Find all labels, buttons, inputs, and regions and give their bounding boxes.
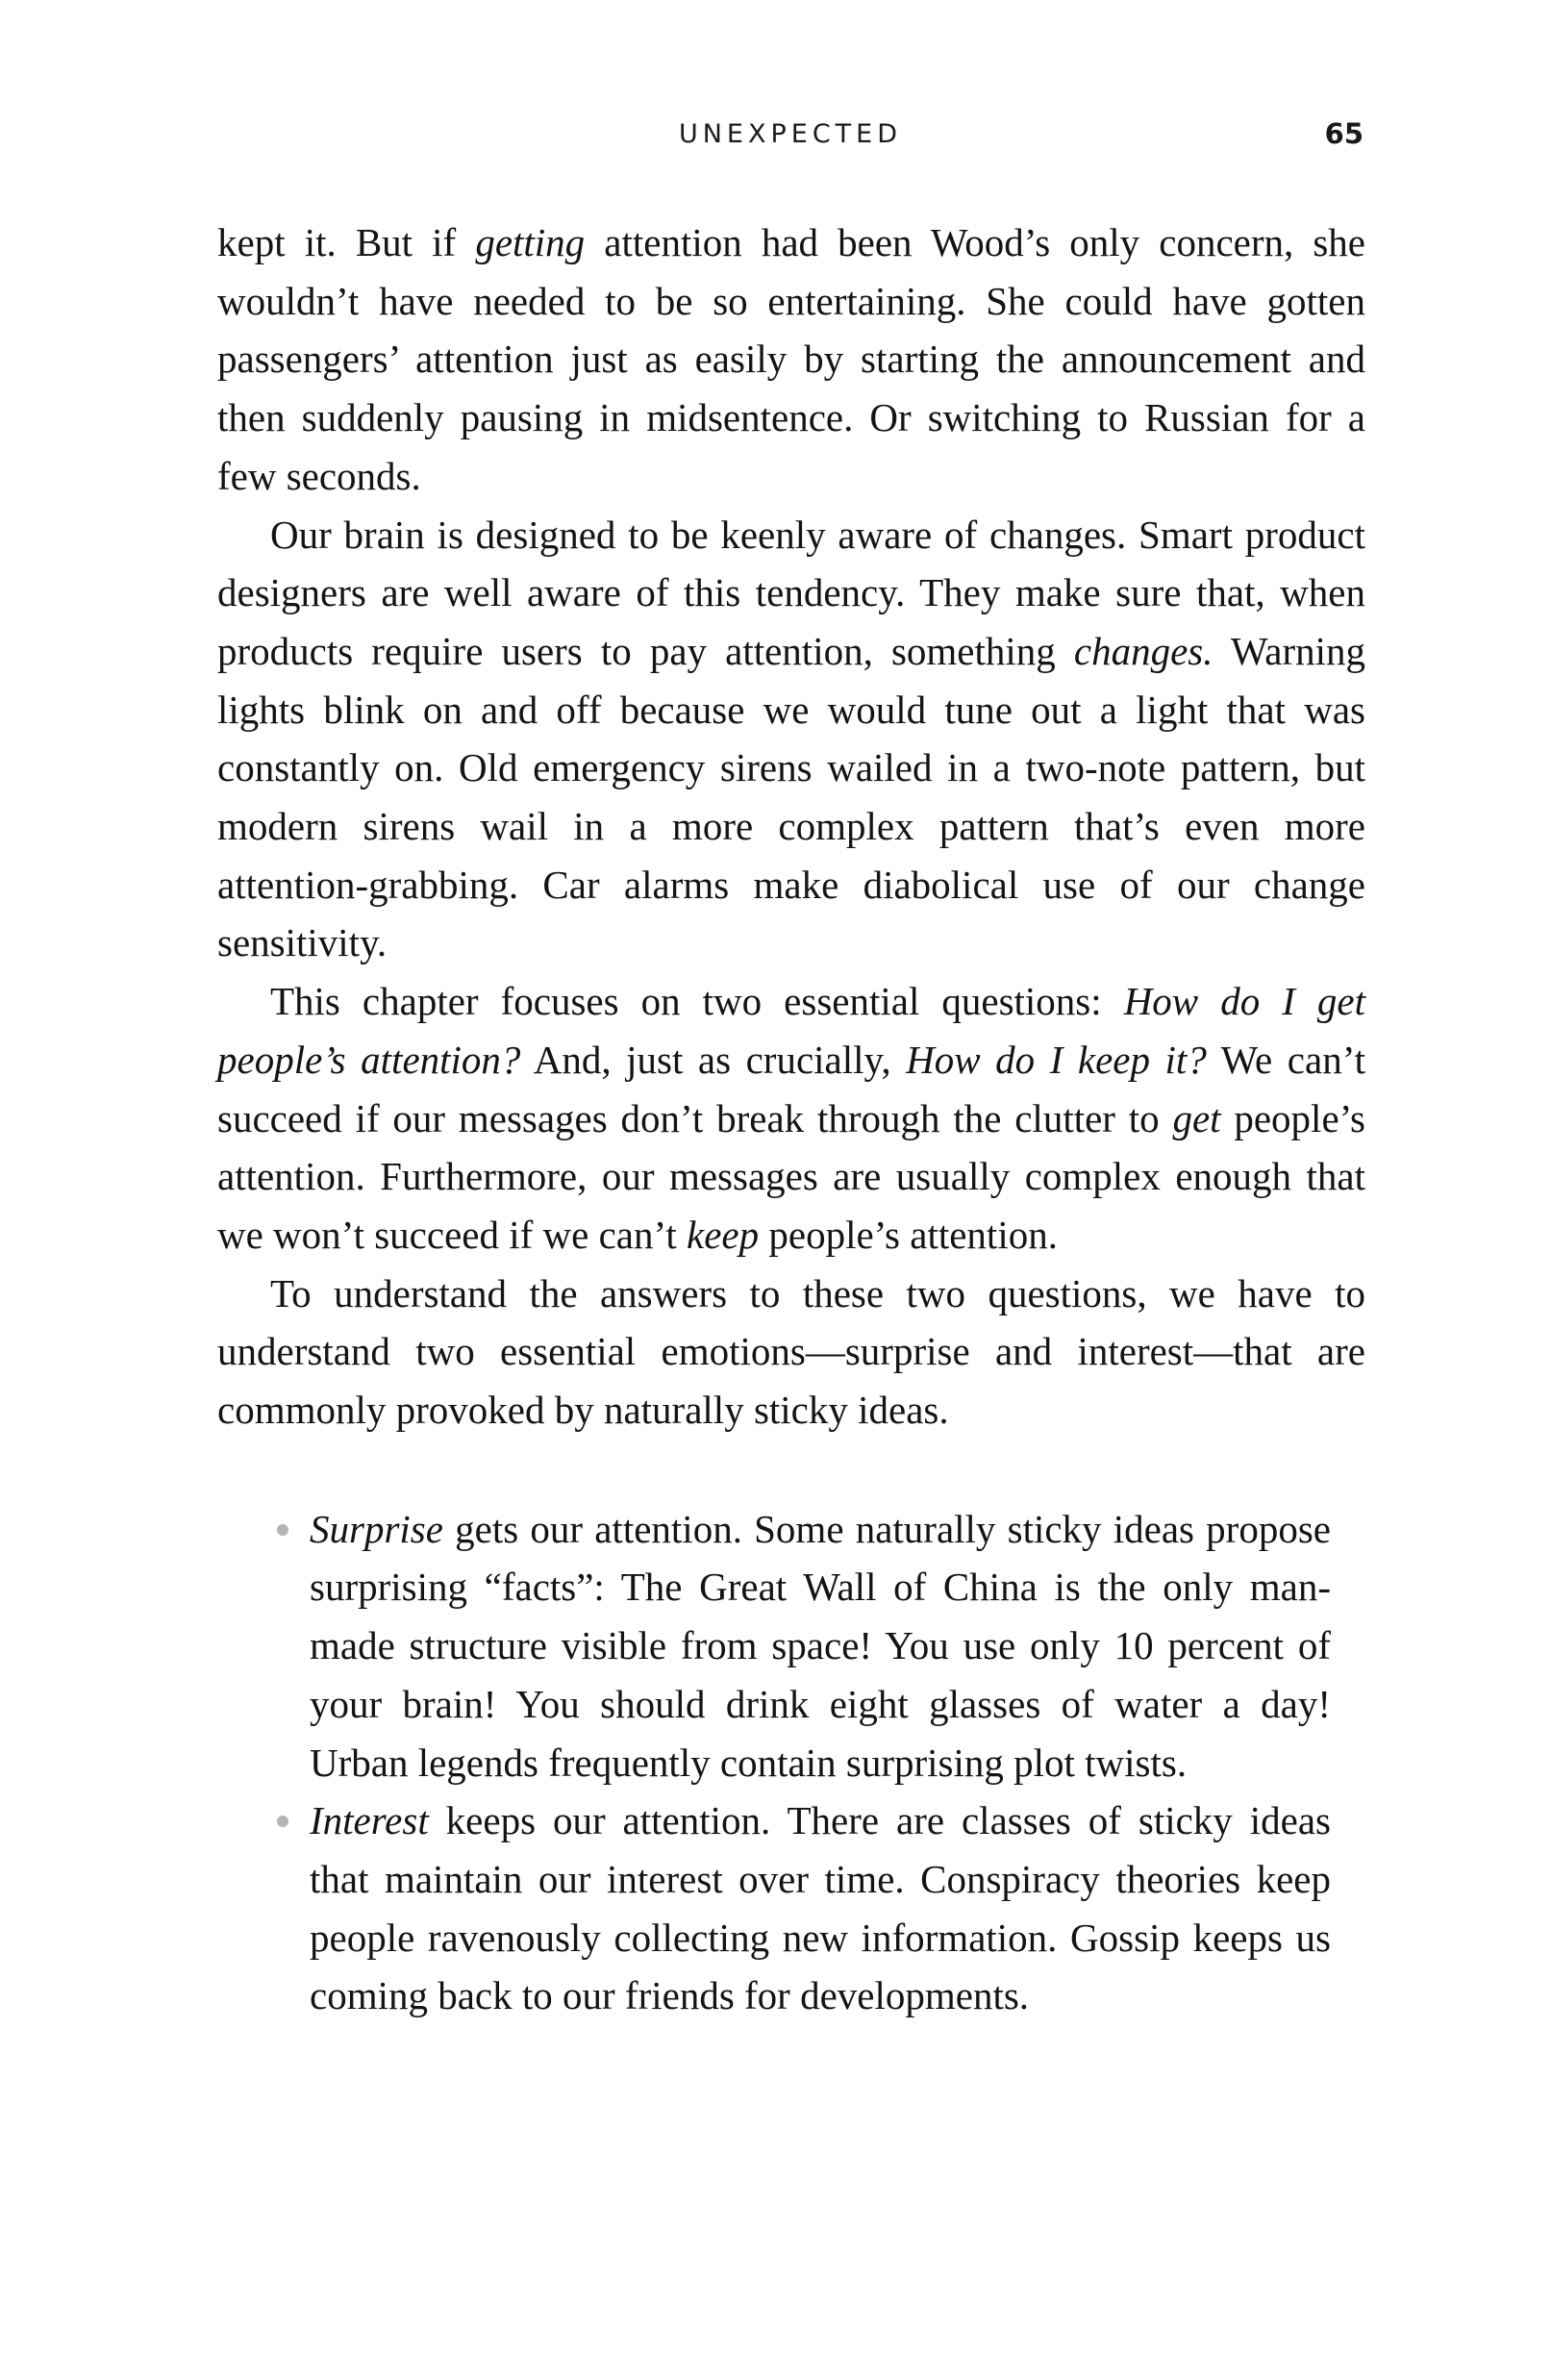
text-span: To understand the answers to these two questions, we have to understand two essential emotions—surprise and interest—that are commonly provoked by naturally sticky ideas. [217,1270,1365,1433]
italic-text-span: changes. [1073,628,1213,673]
bullet-item-interest [310,1791,1331,2025]
body-text [217,213,1365,2025]
bullet-item-surprise [310,1500,1331,1792]
italic-text-span: getting [475,220,586,264]
text-span: gets our attention. Some naturally sticky ideas propose surprising “facts”: The Great Wall of China is the only man-made structure visible from space! You use only 10 percent of your brain! You should drink eight glasses of water a day! Urban legends frequently contain surprising plot twists. [310,1506,1331,1785]
text-span: Warning lights blink on and off because we would tune out a light that was constantly on. Old emergency sirens wailed in a two-note pattern, but modern sirens wail in a more complex pattern that’s even more attention-grabbing. Car alarms make diabolical use of our change sensitivity. [217,628,1365,965]
italic-text-span: Surprise [310,1506,443,1551]
page-number: 65 [1324,117,1363,150]
italic-text-span: Interest [310,1798,429,1843]
text-span: kept it. But if [217,220,476,264]
text-span: And, just as crucially, [520,1037,907,1082]
paragraph-2 [217,506,1365,973]
paragraph-3 [217,972,1365,1265]
italic-text-span: How do I get people’s attention? [217,979,1366,1082]
paragraph-4 [217,1265,1365,1440]
text-span: This chapter focuses on two essential questions: [270,979,1124,1024]
text-span: We can’t succeed if our messages don’t break through the clutter to [217,1037,1365,1140]
bullet-dot-icon [277,1816,288,1827]
text-span: people’s attention. [759,1212,1058,1257]
text-span: attention had been Wood’s only concern, she wouldn’t have needed to be so entertaining. She could have gotten passengers’ attention just as easily by starting the announcement and then suddenly pausing in midsentence. Or switching to Russian for a few seconds. [217,220,1365,498]
italic-text-span: How do I keep it? [906,1037,1207,1082]
italic-text-span: get [1172,1095,1221,1140]
bullet-list [217,1500,1331,2025]
text-span: keeps our attention. There are classes of sticky ideas that maintain our interest over time. Conspiracy theories keep people ravenously collecting new information. Gossip keeps us coming back to our friends for developments. [310,1798,1331,2018]
running-head [217,113,1363,162]
bullet-dot-icon [277,1524,288,1536]
italic-text-span: keep [687,1212,760,1257]
paragraph-1 [217,213,1365,506]
text-span: Our brain is designed to be keenly aware of changes. Smart product designers are well aware of this tendency. They make sure that, when products require users to pay attention, something [217,512,1365,673]
section-spacer [217,1440,1365,1500]
chapter-title: UNEXPECTED [678,119,903,149]
text-span: people’s attention. Furthermore, our messages are usually complex enough that we won’t succeed if we can’t [217,1095,1365,1257]
